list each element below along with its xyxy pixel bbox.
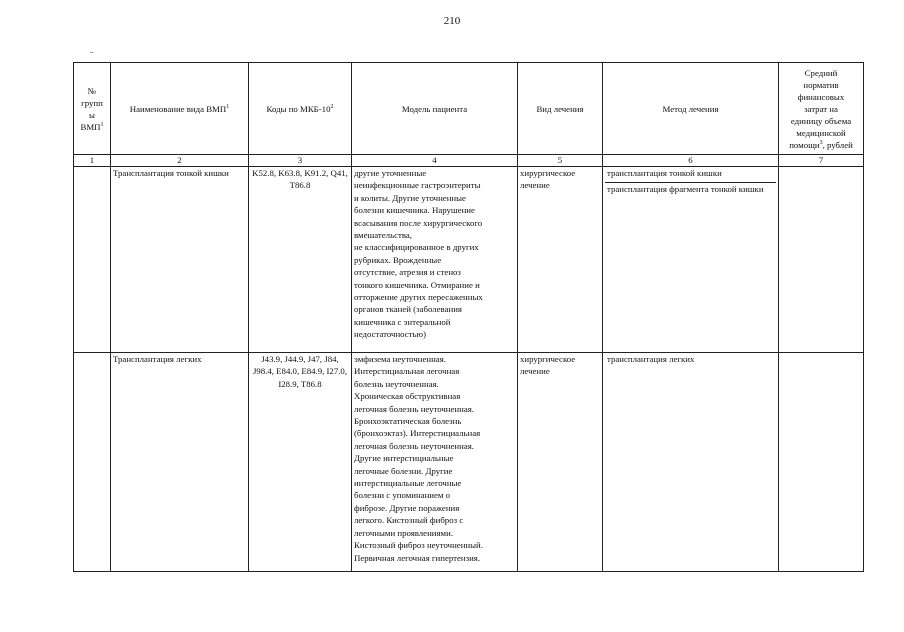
treatment-method-item: трансплантация тонкой кишки xyxy=(605,167,776,183)
treatment-method-cell xyxy=(603,353,779,572)
header-treatment-type: Вид лечения xyxy=(518,63,603,155)
treatment-method-item: трансплантация фрагмента тонкой кишки xyxy=(607,184,764,195)
icd-codes-cell: K52.8, K63.8, K91.2, Q41, T86.8 xyxy=(249,167,352,353)
scan-artifact xyxy=(90,52,93,53)
treatment-type-cell: хирургическое лечение xyxy=(518,353,603,572)
column-number: 6 xyxy=(603,155,779,167)
vmp-name-cell: Трансплантация тонкой кишки xyxy=(111,167,249,353)
column-number: 4 xyxy=(352,155,518,167)
header-vmp-name: Наименование вида ВМП$^1$ xyxy=(111,63,249,155)
table-row xyxy=(74,353,864,572)
column-number: 7 xyxy=(779,155,864,167)
vmp-table xyxy=(73,62,864,572)
icd-codes-cell: J43.9, J44.9, J47, J84, J98.4, E84.0, E84.9, I27.0, I28.9, T86.8 xyxy=(249,353,352,572)
column-number: 5 xyxy=(518,155,603,167)
page-number: 210 xyxy=(443,15,461,27)
header-icd-codes: Коды по МКБ-$10^2$ xyxy=(249,63,352,155)
vmp-name-cell: Трансплантация легких xyxy=(111,353,249,572)
header-cost-standard: Средний норматив финансовых затрат на единицу объема медицинской помощи$^3$, рублей xyxy=(779,63,864,155)
group-number-cell xyxy=(74,353,111,572)
group-number-cell xyxy=(74,167,111,353)
treatment-method-cell xyxy=(603,167,779,353)
column-number-row xyxy=(74,155,864,167)
patient-model-cell: другие уточненные неинфекционные гастроэнтериты и колиты. Другие уточненные болезни кишечника. Нарушение всасывания после хирургического вмешательства, не классифицированное в других рубриках. Врожденные отсутствие, атрезия и стеноз тонкого кишечника. Отмирание и отторжение других пересаженных органов тканей (заболевания кишечника с энтеральной недостаточностью) xyxy=(352,167,518,353)
cost-cell xyxy=(779,167,864,353)
treatment-type-cell: хирургическое лечение xyxy=(518,167,603,353)
header-treatment-method: Метод лечения xyxy=(603,63,779,155)
cost-cell xyxy=(779,353,864,572)
table-row xyxy=(74,167,864,353)
header-patient-model: Модель пациента xyxy=(352,63,518,155)
column-number: 2 xyxy=(111,155,249,167)
treatment-method-item: трансплантация легких xyxy=(607,354,695,364)
column-number: 1 xyxy=(74,155,111,167)
column-number: 3 xyxy=(249,155,352,167)
patient-model-cell: эмфизема неуточненная. Интерстициальная легочная болезнь неуточненная. Хроническая обструктивная легочная болезнь неуточненная. Бронхоэктатическая болезнь (бронхоэктаз). Интерстициальная легочная болезнь неуточненная. Другие интерстициальные легочные болезни. Другие интерстициальные легочные болезни с упоминанием о фиброзе. Другие поражения легкого. Кистозный фиброз с легочными проявлениями. Кистозный фиброз неуточненный. Первичная легочная гипертензия. xyxy=(352,353,518,572)
header-group-number: № групп ы ВМП$^1$ xyxy=(74,63,111,155)
header-row xyxy=(74,63,864,155)
